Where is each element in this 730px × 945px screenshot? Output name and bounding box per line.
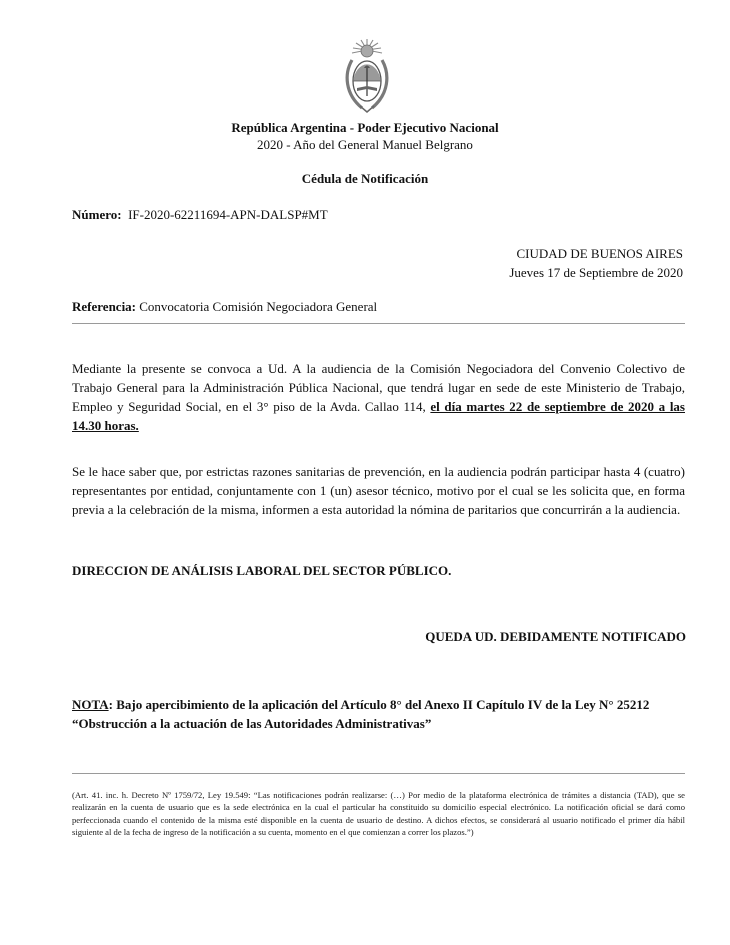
legal-note xyxy=(72,695,685,733)
header-divider xyxy=(72,323,685,324)
footnote-divider xyxy=(72,773,685,774)
document-number xyxy=(72,207,328,223)
footnote: (Art. 41. inc. h. Decreto Nº 1759/72, Ley 19.549: “Las notificaciones podrán realizarse: (…) Por medio de la plataforma electrónica de trámites a distancia (TAD), que se realizarán en la cuenta de usuario que es la sede electrónica en la cual el particular ha constituido su domicilio especial electrónico. La notificación oficial se dará como perfeccionada cuando el contenido de la misma esté disponible en la cuenta de usuario de destino. A dichos efectos, se considerará al usuario notificado el primer día hábil siguiente al de la fecha de ingreso de la notificación a su cuenta, momento en el que comienzan a correr los plazos.”) xyxy=(72,790,685,838)
document-number-label: Número: xyxy=(72,207,122,222)
meeting-date-highlight: el día martes 22 de septiembre de 2020 a las 14.30 horas. xyxy=(72,399,685,433)
place: CIUDAD DE BUENOS AIRES xyxy=(516,246,683,261)
document-title: Cédula de Notificación xyxy=(301,171,429,186)
issuing-office: DIRECCION DE ANÁLISIS LABORAL DEL SECTOR PÚBLICO. xyxy=(72,563,452,578)
header-title: República Argentina - Poder Ejecutivo Nacional xyxy=(231,120,499,135)
place-and-date xyxy=(509,244,683,282)
header-subtitle: 2020 - Año del General Manuel Belgrano xyxy=(257,137,473,152)
reference xyxy=(72,299,377,315)
date: Jueves 17 de Septiembre de 2020 xyxy=(509,265,683,280)
reference-label: Referencia: xyxy=(72,299,137,314)
document-header xyxy=(0,119,730,153)
reference-value: Convocatoria Comisión Negociadora General xyxy=(139,299,378,314)
body-paragraph-2: Se le hace saber que, por estrictas razones sanitarias de prevención, en la audiencia podrán participar hasta 4 (cuatro) representantes por entidad, conjuntamente con 1 (un) asesor técnico, motivo por el cual se les solicita que, en forma previa a la celebración de la misma, informen a esta autoridad la nómina de paritarios que concurrirán a la audiencia. xyxy=(72,464,685,517)
body-paragraph-1 xyxy=(72,359,685,435)
body-paragraph-1-text: Mediante la presente se convoca a Ud. A la audiencia de la Comisión Negociadora del Convenio Colectivo de Trabajo General para la Administración Pública Nacional, que tendrá lugar en sede de este Ministerio de Trabajo, Empleo y Seguridad Social, en el 3° piso de la Avda. Callao 114, xyxy=(72,361,685,414)
legal-note-label: NOTA xyxy=(72,697,109,712)
document-number-value: IF-2020-62211694-APN-DALSP#MT xyxy=(128,207,328,222)
legal-note-text: : Bajo apercibimiento de la aplicación del Artículo 8° del Anexo II Capítulo IV de la Ley N° 25212 “Obstrucción a la actuación de las Autoridades Administrativas” xyxy=(72,697,650,731)
closing-statement: QUEDA UD. DEBIDAMENTE NOTIFICADO xyxy=(425,629,686,644)
coat-of-arms-seal xyxy=(342,38,392,114)
